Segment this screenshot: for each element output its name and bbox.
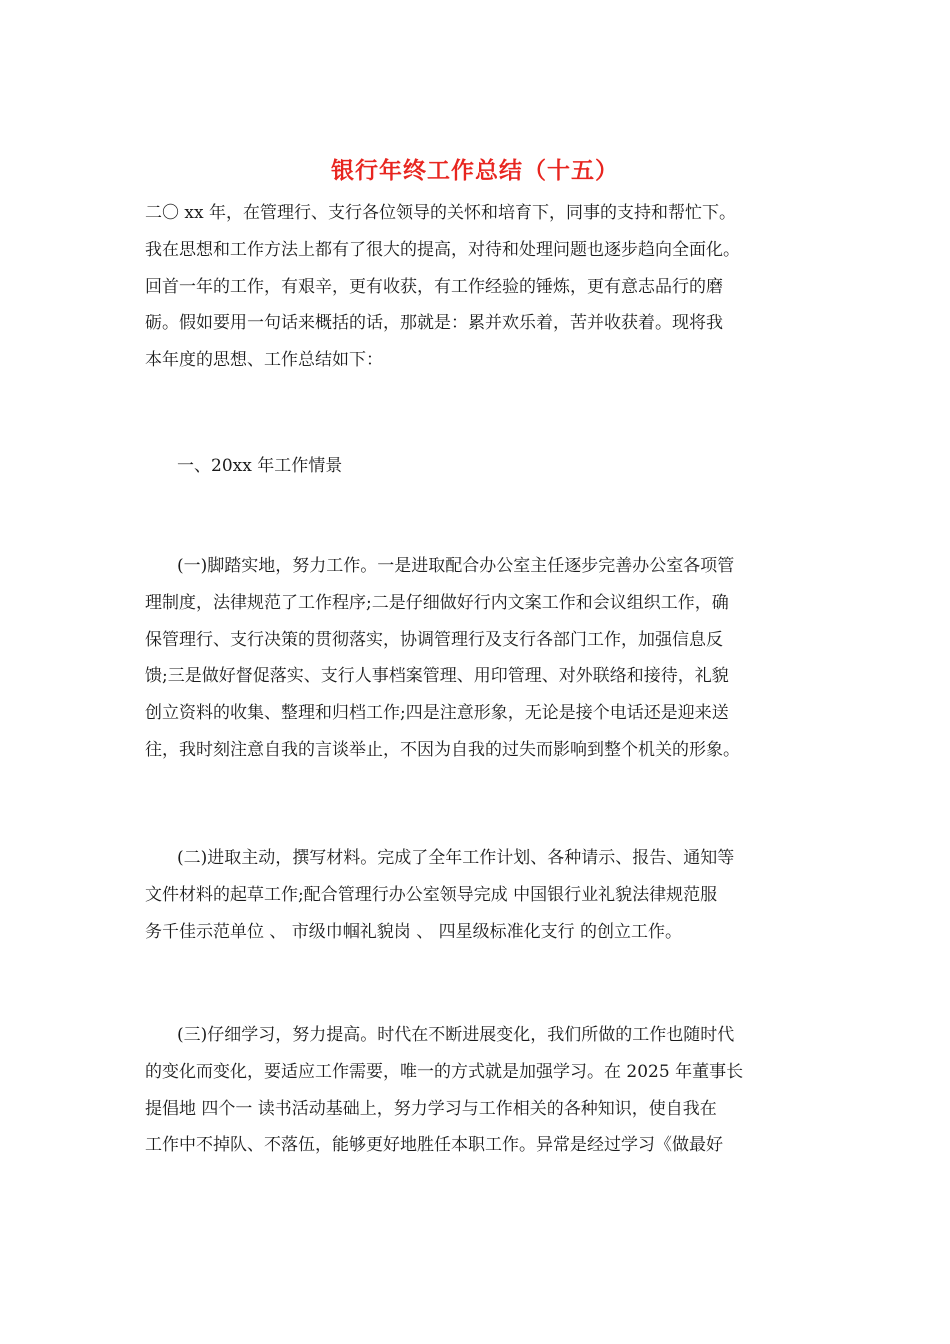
text-line: 文件材料的起草工作;配合管理行办公室领导完成 中国银行业礼貌法律规范服 bbox=[145, 884, 718, 905]
text-line: 我在思想和工作方法上都有了很大的提高，对待和处理问题也逐步趋向全面化。 bbox=[145, 239, 740, 260]
section-heading bbox=[145, 448, 805, 485]
text-line: 二〇 xx 年，在管理行、支行各位领导的关怀和培育下，同事的支持和帮忙下。 bbox=[145, 203, 736, 223]
text-line: (三)仔细学习，努力提高。时代在不断进展变化，我们所做的工作也随时代 bbox=[177, 1025, 735, 1045]
text-line: 提倡地 四个一 读书活动基础上，努力学习与工作相关的各种知识，使自我在 bbox=[145, 1098, 717, 1119]
text-line: 保管理行、支行决策的贯彻落实，协调管理行及支行各部门工作，加强信息反 bbox=[145, 629, 723, 650]
text-line: (一)脚踏实地，努力工作。一是进取配合办公室主任逐步完善办公室各项管 bbox=[177, 556, 735, 576]
text-line: 务千佳示范单位 、 市级巾帼礼貌岗 、 四星级标准化支行 的创立工作。 bbox=[145, 921, 683, 942]
section-paragraph-3 bbox=[145, 1017, 805, 1164]
text-line: 砺。假如要用一句话来概括的话，那就是：累并欢乐着，苦并收获着。现将我 bbox=[145, 313, 723, 334]
text-line: 工作中不掉队、不落伍，能够更好地胜任本职工作。异常是经过学习《做最好 bbox=[145, 1135, 723, 1156]
text-line: 本年度的思想、工作总结如下： bbox=[145, 350, 383, 371]
intro-paragraph bbox=[145, 195, 805, 379]
document-title: 银行年终工作总结（十五） bbox=[331, 158, 619, 184]
text-line: 回首一年的工作，有艰辛，更有收获，有工作经验的锤炼，更有意志品行的磨 bbox=[145, 276, 723, 297]
text-line: 一、20xx 年工作情景 bbox=[177, 456, 343, 476]
section-paragraph-1 bbox=[145, 548, 805, 769]
section-paragraph-2 bbox=[145, 840, 805, 950]
text-line: 的变化而变化，要适应工作需要，唯一的方式就是加强学习。在 2025 年董事长 bbox=[145, 1061, 744, 1082]
text-line: 往，我时刻注意自我的言谈举止，不因为自我的过失而影响到整个机关的形象。 bbox=[145, 739, 740, 760]
text-line: (二)进取主动，撰写材料。完成了全年工作计划、各种请示、报告、通知等 bbox=[177, 848, 735, 868]
text-line: 理制度，法律规范了工作程序;二是仔细做好行内文案工作和会议组织工作，确 bbox=[145, 592, 729, 613]
text-line: 馈;三是做好督促落实、支行人事档案管理、用印管理、对外联络和接待，礼貌 bbox=[145, 666, 729, 687]
text-line: 创立资料的收集、整理和归档工作;四是注意形象，无论是接个电话还是迎来送 bbox=[145, 703, 729, 724]
